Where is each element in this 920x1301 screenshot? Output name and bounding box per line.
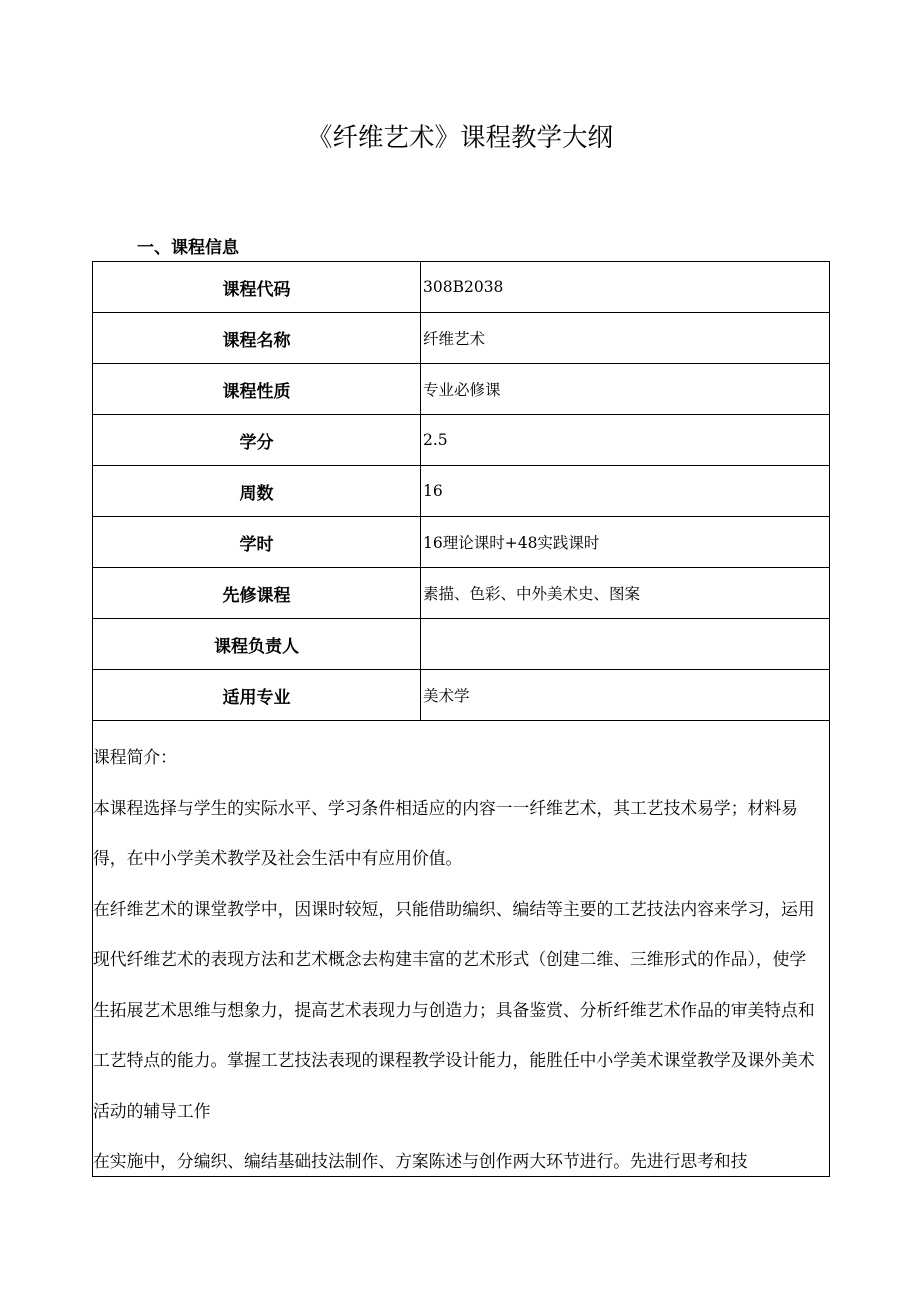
course-intro-line: 得，在中小学美术教学及社会生活中有应用价值。 [93,848,463,868]
weeks-label: 周数 [93,466,421,517]
table-row [93,670,830,721]
course-name-label: 课程名称 [93,313,421,364]
course-intro-line: 在纤维艺术的课堂教学中，因课时较短，只能借助编织、编结等主要的工艺技法内容来学习，运用 [93,898,815,919]
table-row [93,568,830,619]
applicable-major-label: 适用专业 [93,670,421,721]
table-row [93,517,830,568]
table-row [93,364,830,415]
course-type-value: 专业必修课 [421,364,830,415]
table-row [93,415,830,466]
course-name-value: 纤维艺术 [421,313,830,364]
hours-label: 学时 [93,517,421,568]
prerequisites-label: 先修课程 [93,568,421,619]
course-intro-line: 本课程选择与学生的实际水平、学习条件相适应的内容一一纤维艺术，其工艺技术易学；材料易 [93,797,798,818]
course-intro-line: 生拓展艺术思维与想象力，提高艺术表现力与创造力；具备鉴赏、分析纤维艺术作品的审美特点和 [93,999,815,1020]
table-row [93,262,830,313]
document-title: 《纤维艺术》课程教学大纲 [306,123,613,153]
course-intro-cell [93,721,830,1177]
applicable-major-value: 美术学 [421,670,830,721]
course-leader-value [421,619,830,670]
table-row [93,721,830,1177]
course-intro-line: 现代纤维艺术的表现方法和艺术概念去构建丰富的艺术形式（创建二维、三维形式的作品），使学 [93,949,807,969]
course-intro-line: 在实施中，分编织、编结基础技法制作、方案陈述与创作两大环节进行。先进行思考和技 [93,1151,748,1171]
course-leader-label: 课程负责人 [93,619,421,670]
course-intro-line: 工艺特点的能力。掌握工艺技法表现的课程教学设计能力，能胜任中小学美术课堂教学及课外美术 [93,1050,815,1070]
course-code-value: 308B2038 [421,262,830,313]
course-intro-line: 活动的辅导工作 [93,1100,211,1121]
section-heading-course-info: 一、课程信息 [137,238,239,258]
credits-value: 2.5 [421,415,830,466]
course-info-table [92,261,830,1177]
hours-value: 16理论课时+48实践课时 [421,517,830,568]
course-code-label: 课程代码 [93,262,421,313]
weeks-value: 16 [421,466,830,517]
table-row [93,619,830,670]
table-row [93,313,830,364]
course-intro [93,721,829,1176]
prerequisites-value: 素描、色彩、中外美术史、图案 [421,568,830,619]
table-row [93,466,830,517]
course-intro-heading: 课程简介： [93,747,177,767]
credits-label: 学分 [93,415,421,466]
course-type-label: 课程性质 [93,364,421,415]
